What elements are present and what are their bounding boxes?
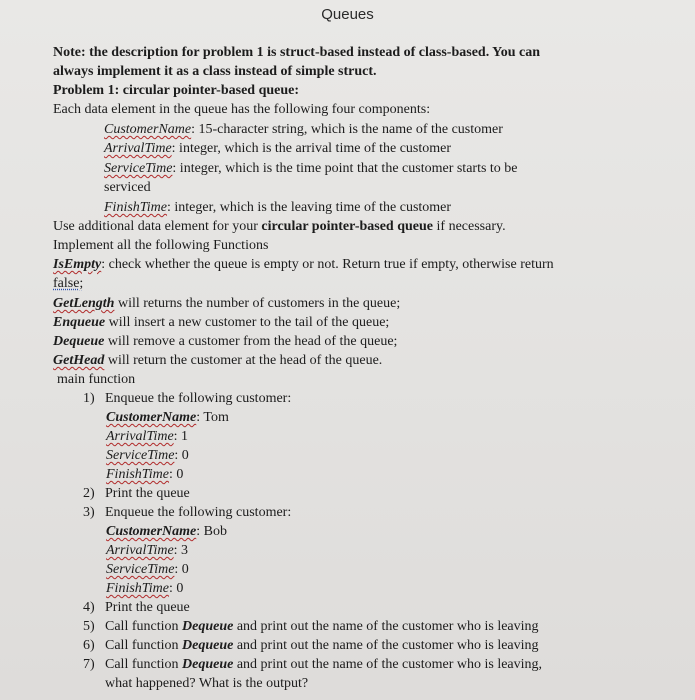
step-text: Enqueue the following customer: bbox=[105, 505, 292, 520]
field-value: : 0 bbox=[174, 562, 189, 577]
field-desc: : integer, which is the leaving time of the customer bbox=[167, 200, 452, 215]
step-bold: Dequeue bbox=[182, 657, 234, 672]
field-desc: : 15-character string, which is the name of the customer bbox=[191, 122, 503, 137]
step-number: 2) bbox=[83, 486, 95, 501]
field-value: : Tom bbox=[196, 410, 229, 425]
step-text: Print the queue bbox=[105, 486, 190, 501]
func-getlength bbox=[53, 295, 400, 312]
field-label: ServiceTime bbox=[106, 448, 175, 463]
additional-text bbox=[53, 218, 506, 235]
field-value: : 0 bbox=[169, 581, 184, 596]
field-value: : 0 bbox=[169, 467, 184, 482]
step-pre: Call function bbox=[105, 638, 182, 653]
intro-text: Each data element in the queue has the following four components: bbox=[53, 102, 431, 117]
additional-post: if necessary. bbox=[433, 219, 506, 234]
func-desc: will remove a customer from the head of the queue; bbox=[104, 334, 398, 349]
field-value: : 3 bbox=[173, 543, 189, 558]
func-gethead bbox=[53, 352, 382, 369]
step-number: 6) bbox=[83, 638, 95, 653]
c1-finish-time bbox=[106, 466, 183, 483]
field-customer-name bbox=[104, 121, 503, 138]
func-name: Enqueue bbox=[53, 315, 106, 330]
field-finish-time bbox=[104, 199, 451, 216]
func-name: Dequeue bbox=[53, 334, 105, 349]
c2-arrival-time bbox=[106, 542, 188, 559]
func-isempty bbox=[53, 256, 554, 273]
field-label: FinishTime bbox=[104, 200, 168, 215]
field-label: CustomerName bbox=[106, 410, 197, 425]
field-desc: : integer, which is the arrival time of the customer bbox=[171, 141, 452, 156]
func-dequeue bbox=[53, 333, 397, 350]
field-value: : 1 bbox=[173, 429, 189, 444]
field-service-time bbox=[104, 160, 518, 177]
field-label: FinishTime bbox=[106, 467, 170, 482]
field-value: : 0 bbox=[174, 448, 189, 463]
additional-bold: circular pointer-based queue bbox=[261, 219, 434, 234]
func-desc: will return the customer at the head of the queue. bbox=[104, 353, 383, 368]
field-label: ServiceTime bbox=[104, 161, 173, 176]
page-title: Queues bbox=[321, 6, 374, 23]
c1-customer-name bbox=[106, 409, 229, 426]
c2-customer-name bbox=[106, 523, 227, 540]
func-isempty-cont: false; bbox=[53, 276, 84, 291]
step-post: and print out the name of the customer who is leaving bbox=[233, 619, 539, 634]
field-label: ArrivalTime bbox=[104, 141, 172, 156]
step-1 bbox=[83, 390, 291, 407]
step-4 bbox=[83, 599, 190, 616]
func-desc: will insert a new customer to the tail of the queue; bbox=[105, 315, 390, 330]
field-label: ArrivalTime bbox=[106, 429, 174, 444]
step-bold: Dequeue bbox=[182, 638, 234, 653]
field-desc: : integer, which is the time point that the customer starts to be bbox=[172, 161, 518, 176]
step-bold: Dequeue bbox=[182, 619, 234, 634]
func-name: GetLength bbox=[53, 296, 115, 311]
func-enqueue bbox=[53, 314, 389, 331]
field-label: CustomerName bbox=[106, 524, 197, 539]
implement-text: Implement all the following Functions bbox=[53, 238, 269, 253]
step-text: Print the queue bbox=[105, 600, 190, 615]
field-label: FinishTime bbox=[106, 581, 170, 596]
step-number: 5) bbox=[83, 619, 95, 634]
note-line-1: Note: the description for problem 1 is struct-based instead of class-based. You can bbox=[53, 45, 541, 60]
c1-service-time bbox=[106, 447, 189, 464]
field-label: CustomerName bbox=[104, 122, 192, 137]
step-7 bbox=[83, 656, 542, 673]
step-3 bbox=[83, 504, 291, 521]
c2-service-time bbox=[106, 561, 189, 578]
problem-heading: Problem 1: circular pointer-based queue: bbox=[53, 83, 300, 98]
additional-pre: Use additional data element for your bbox=[53, 219, 262, 234]
step-post: and print out the name of the customer who is leaving bbox=[233, 638, 539, 653]
field-arrival-time bbox=[104, 140, 451, 157]
c1-arrival-time bbox=[106, 428, 188, 445]
step-5 bbox=[83, 618, 539, 635]
func-desc: will returns the number of customers in the queue; bbox=[114, 296, 401, 311]
func-desc: : check whether the queue is empty or not. Return true if empty, otherwise return bbox=[101, 257, 554, 272]
step-number: 4) bbox=[83, 600, 95, 615]
step-number: 7) bbox=[83, 657, 95, 672]
step-post: and print out the name of the customer who is leaving, bbox=[233, 657, 543, 672]
func-name: IsEmpty bbox=[53, 257, 102, 272]
step-6 bbox=[83, 637, 539, 654]
field-label: ServiceTime bbox=[106, 562, 175, 577]
func-name: GetHead bbox=[53, 353, 105, 368]
step-text: Enqueue the following customer: bbox=[105, 391, 292, 406]
step-pre: Call function bbox=[105, 619, 182, 634]
step-number: 1) bbox=[83, 391, 95, 406]
field-label: ArrivalTime bbox=[106, 543, 174, 558]
field-value: : Bob bbox=[196, 524, 227, 539]
main-function-label: main function bbox=[57, 372, 136, 387]
note-line-2: always implement it as a class instead of simple struct. bbox=[53, 64, 377, 79]
field-service-cont: serviced bbox=[104, 180, 151, 195]
step-pre: Call function bbox=[105, 657, 182, 672]
step-number: 3) bbox=[83, 505, 95, 520]
step-2 bbox=[83, 485, 190, 502]
step-7-cont: what happened? What is the output? bbox=[105, 676, 309, 691]
c2-finish-time bbox=[106, 580, 183, 597]
